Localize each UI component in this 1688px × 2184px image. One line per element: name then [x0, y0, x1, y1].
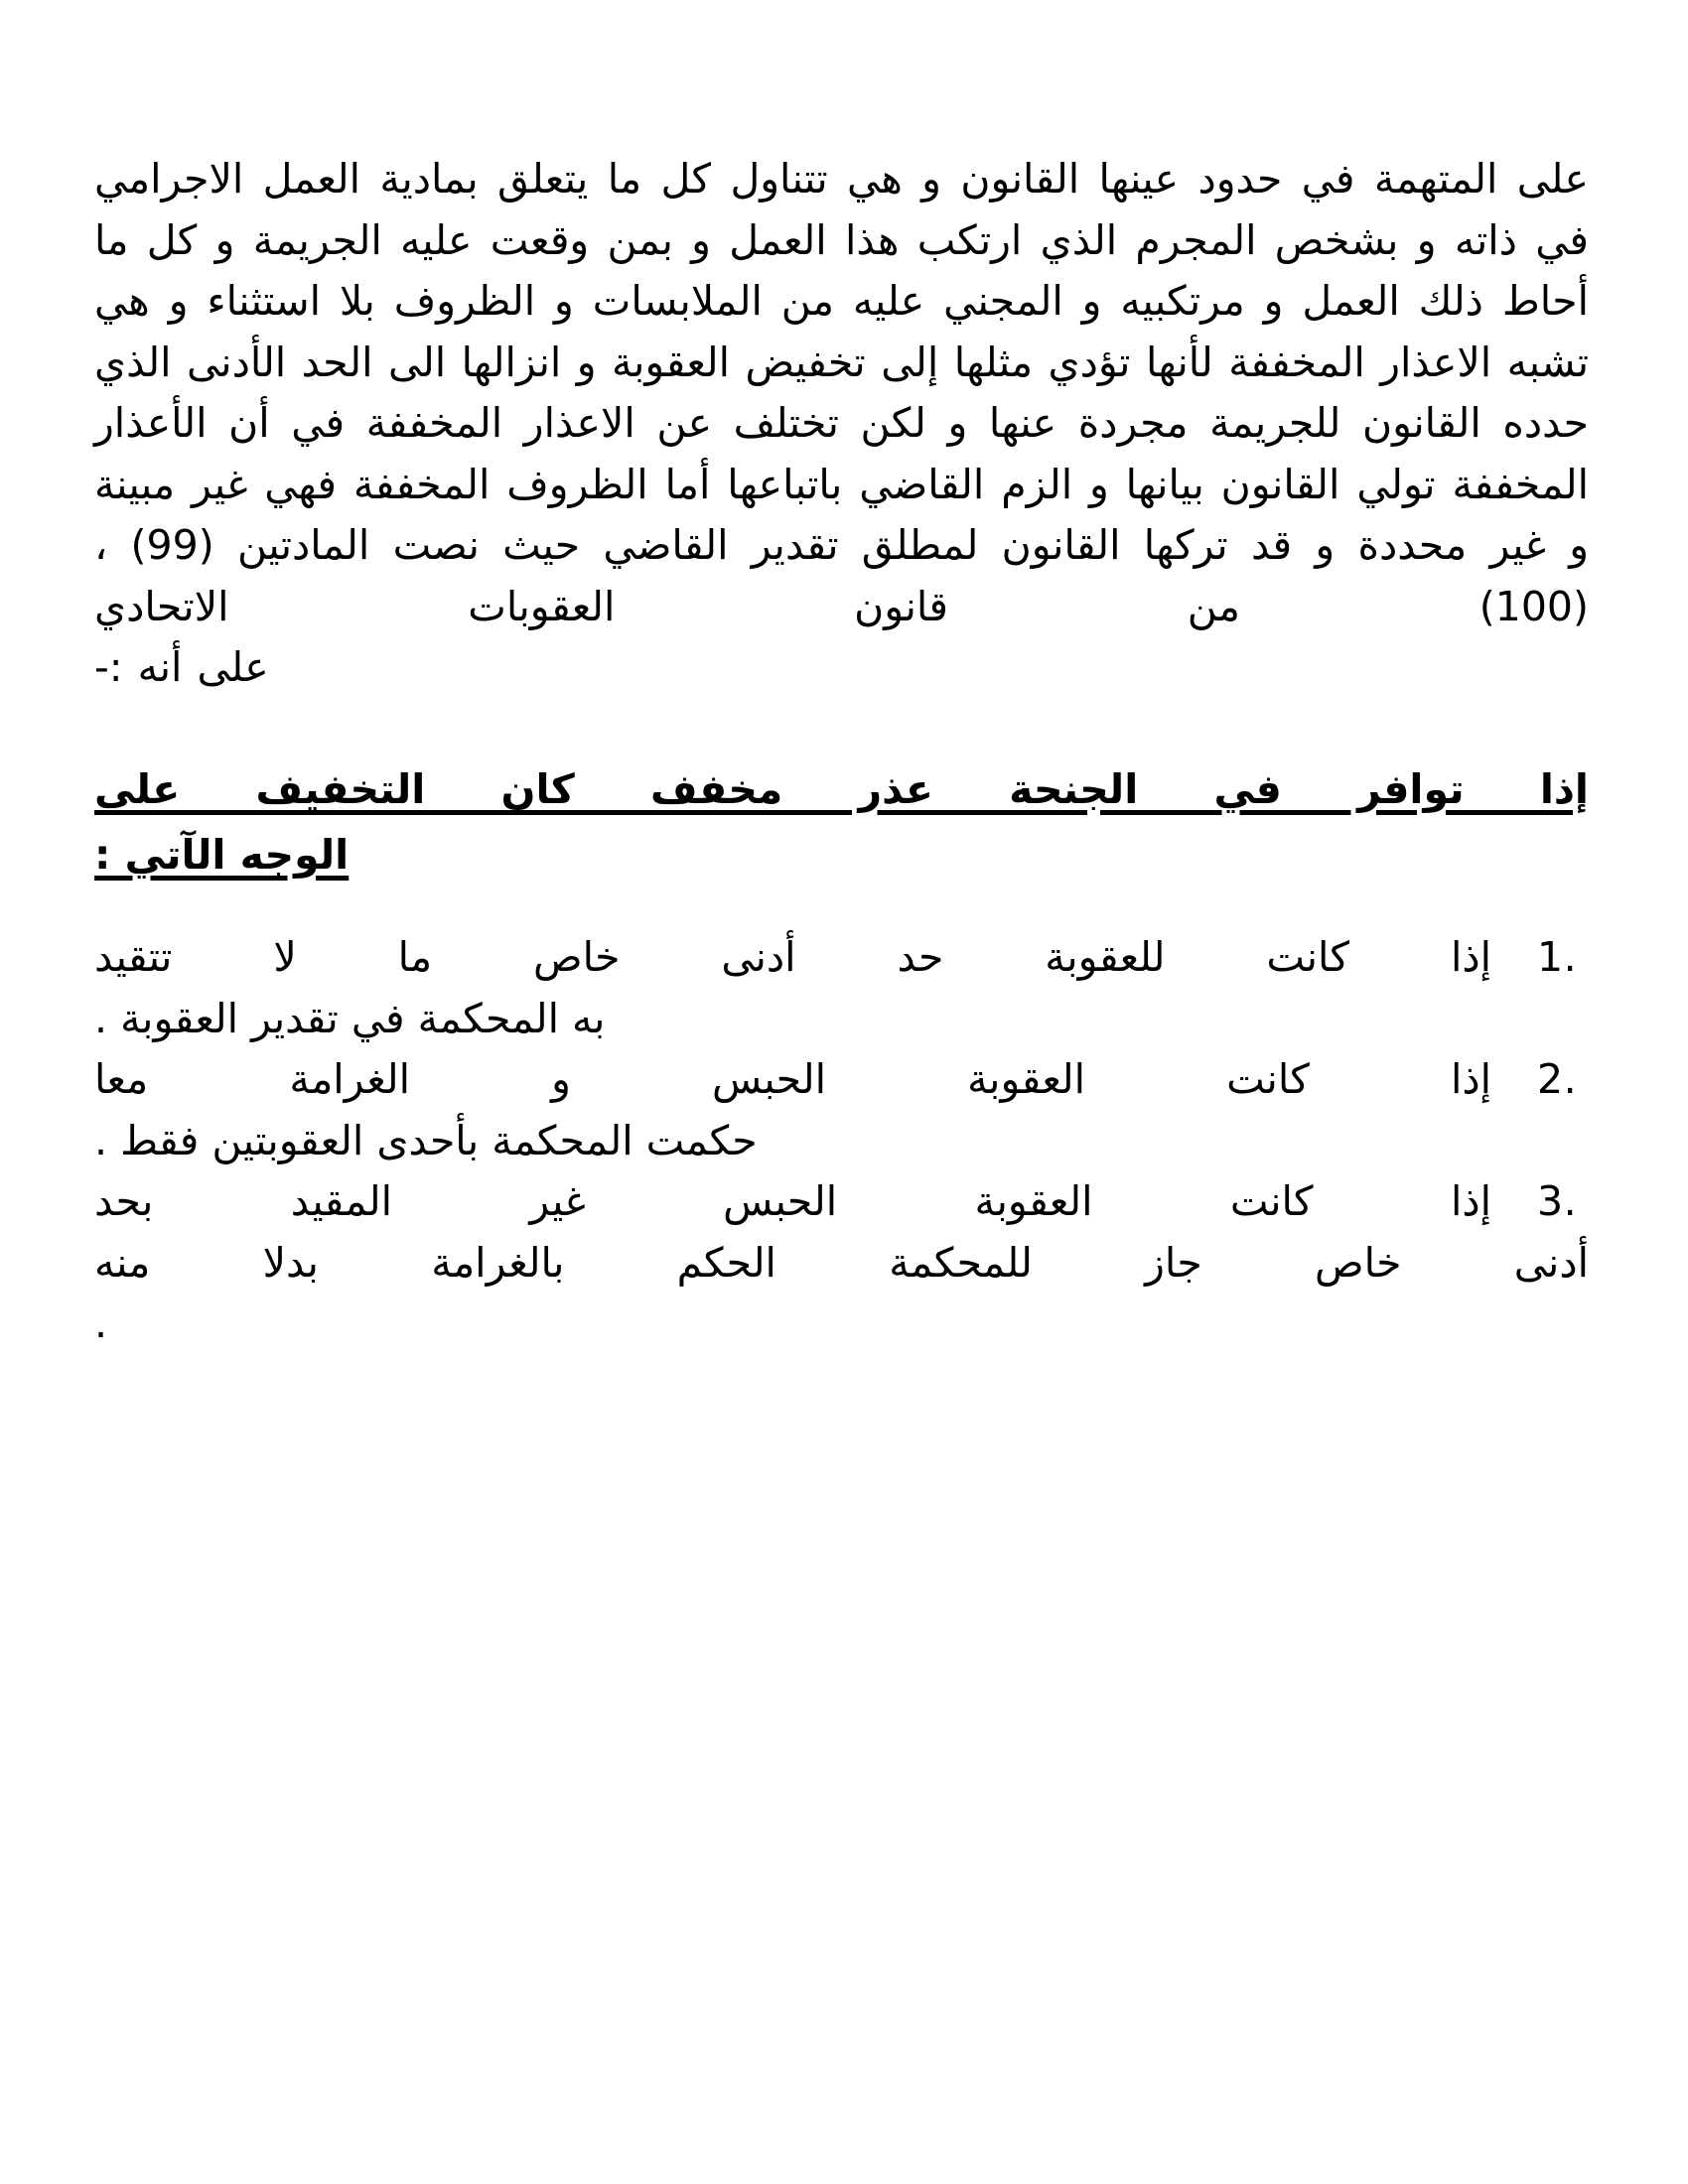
list-item-continuation: حكمت المحكمة بأحدى العقوبتين فقط .: [94, 1116, 758, 1164]
list-item-continuation: به المحكمة في تقدير العقوبة .: [94, 994, 606, 1042]
list-item: [94, 927, 1589, 1049]
paragraph-line-11: الظروف المخففة فهي غير مبينة و غير محددة و قد: [94, 460, 1590, 569]
list-item-continuation: أدنى خاص جاز للمحكمة الحكم بالغرامة بدلا منه: [94, 1238, 1589, 1287]
list-item-text: إذا كانت العقوبة الحبس و الغرامة معا: [94, 1055, 1491, 1104]
numbered-list: [94, 927, 1589, 1355]
list-item-marker: 2.: [1537, 1055, 1578, 1104]
list-item-first-line: [94, 927, 1589, 989]
list-item: [94, 1171, 1589, 1355]
paragraph-line-12: تركها القانون لمطلق تقدير القاضي حيث نصت: [392, 521, 1228, 569]
list-item-text: إذا كانت العقوبة الحبس غير المقيد بحد: [94, 1177, 1491, 1226]
paragraph-line-10: القانون بيانها و الزم القاضي باتباعها أما: [664, 460, 1340, 508]
paragraph-line-14: على أنه :-: [94, 643, 269, 691]
list-item-first-line: [94, 1171, 1589, 1233]
paragraph-line-4: الجريمة و كل ما أحاط ذلك العمل و مرتكبيه و: [94, 215, 1589, 325]
list-item: [94, 1049, 1589, 1171]
paragraph-line-6: هي تشبه الاعذار المخففة لأنها تؤدي مثلها إلى: [94, 277, 1589, 386]
section-heading-line-2: الوجه الآتي :: [94, 830, 350, 879]
paragraph-line-13: المادتين (99) ، (100) من قانون العقوبات الاتحادي: [94, 521, 1589, 630]
section-heading-line-1: إذا توافر في الجنحة عذر مخفف كان التخفيف على: [94, 764, 1589, 813]
list-item-final-period: .: [94, 1299, 108, 1348]
list-item-text: إذا كانت للعقوبة حد أدنى خاص ما لا تتقيد: [94, 933, 1491, 982]
paragraph-line-5: المجني عليه من الملابسات و الظروف بلا استثناء و: [168, 277, 1063, 325]
list-item-first-line: [94, 1049, 1589, 1111]
section-heading-line-2-wrap: [94, 824, 1589, 886]
list-item-marker: 1.: [1537, 933, 1578, 982]
list-item-marker: 3.: [1537, 1177, 1578, 1226]
paragraph-line-1: على المتهمة في حدود عينها القانون و هي تتناول: [730, 155, 1589, 203]
body-paragraph: [94, 149, 1589, 699]
paragraph-line-8: حدده القانون للجريمة مجردة عنها و لكن تختلف عن: [656, 399, 1590, 447]
paragraph-line-7: تخفيض العقوبة و انزالها الى الحد الأدنى الذي: [94, 338, 866, 386]
paragraph-line-3: المجرم الذي ارتكب هذا العمل و بمن وقعت عليه: [400, 215, 1257, 264]
paragraph-line-2: كل ما يتعلق بمادية العمل الاجرامي في ذاته و بشخص: [94, 155, 1589, 264]
section-heading: [94, 758, 1589, 887]
paragraph-line-9: الاعذار المخففة في أن الأعذار المخففة تولي: [94, 399, 1589, 508]
